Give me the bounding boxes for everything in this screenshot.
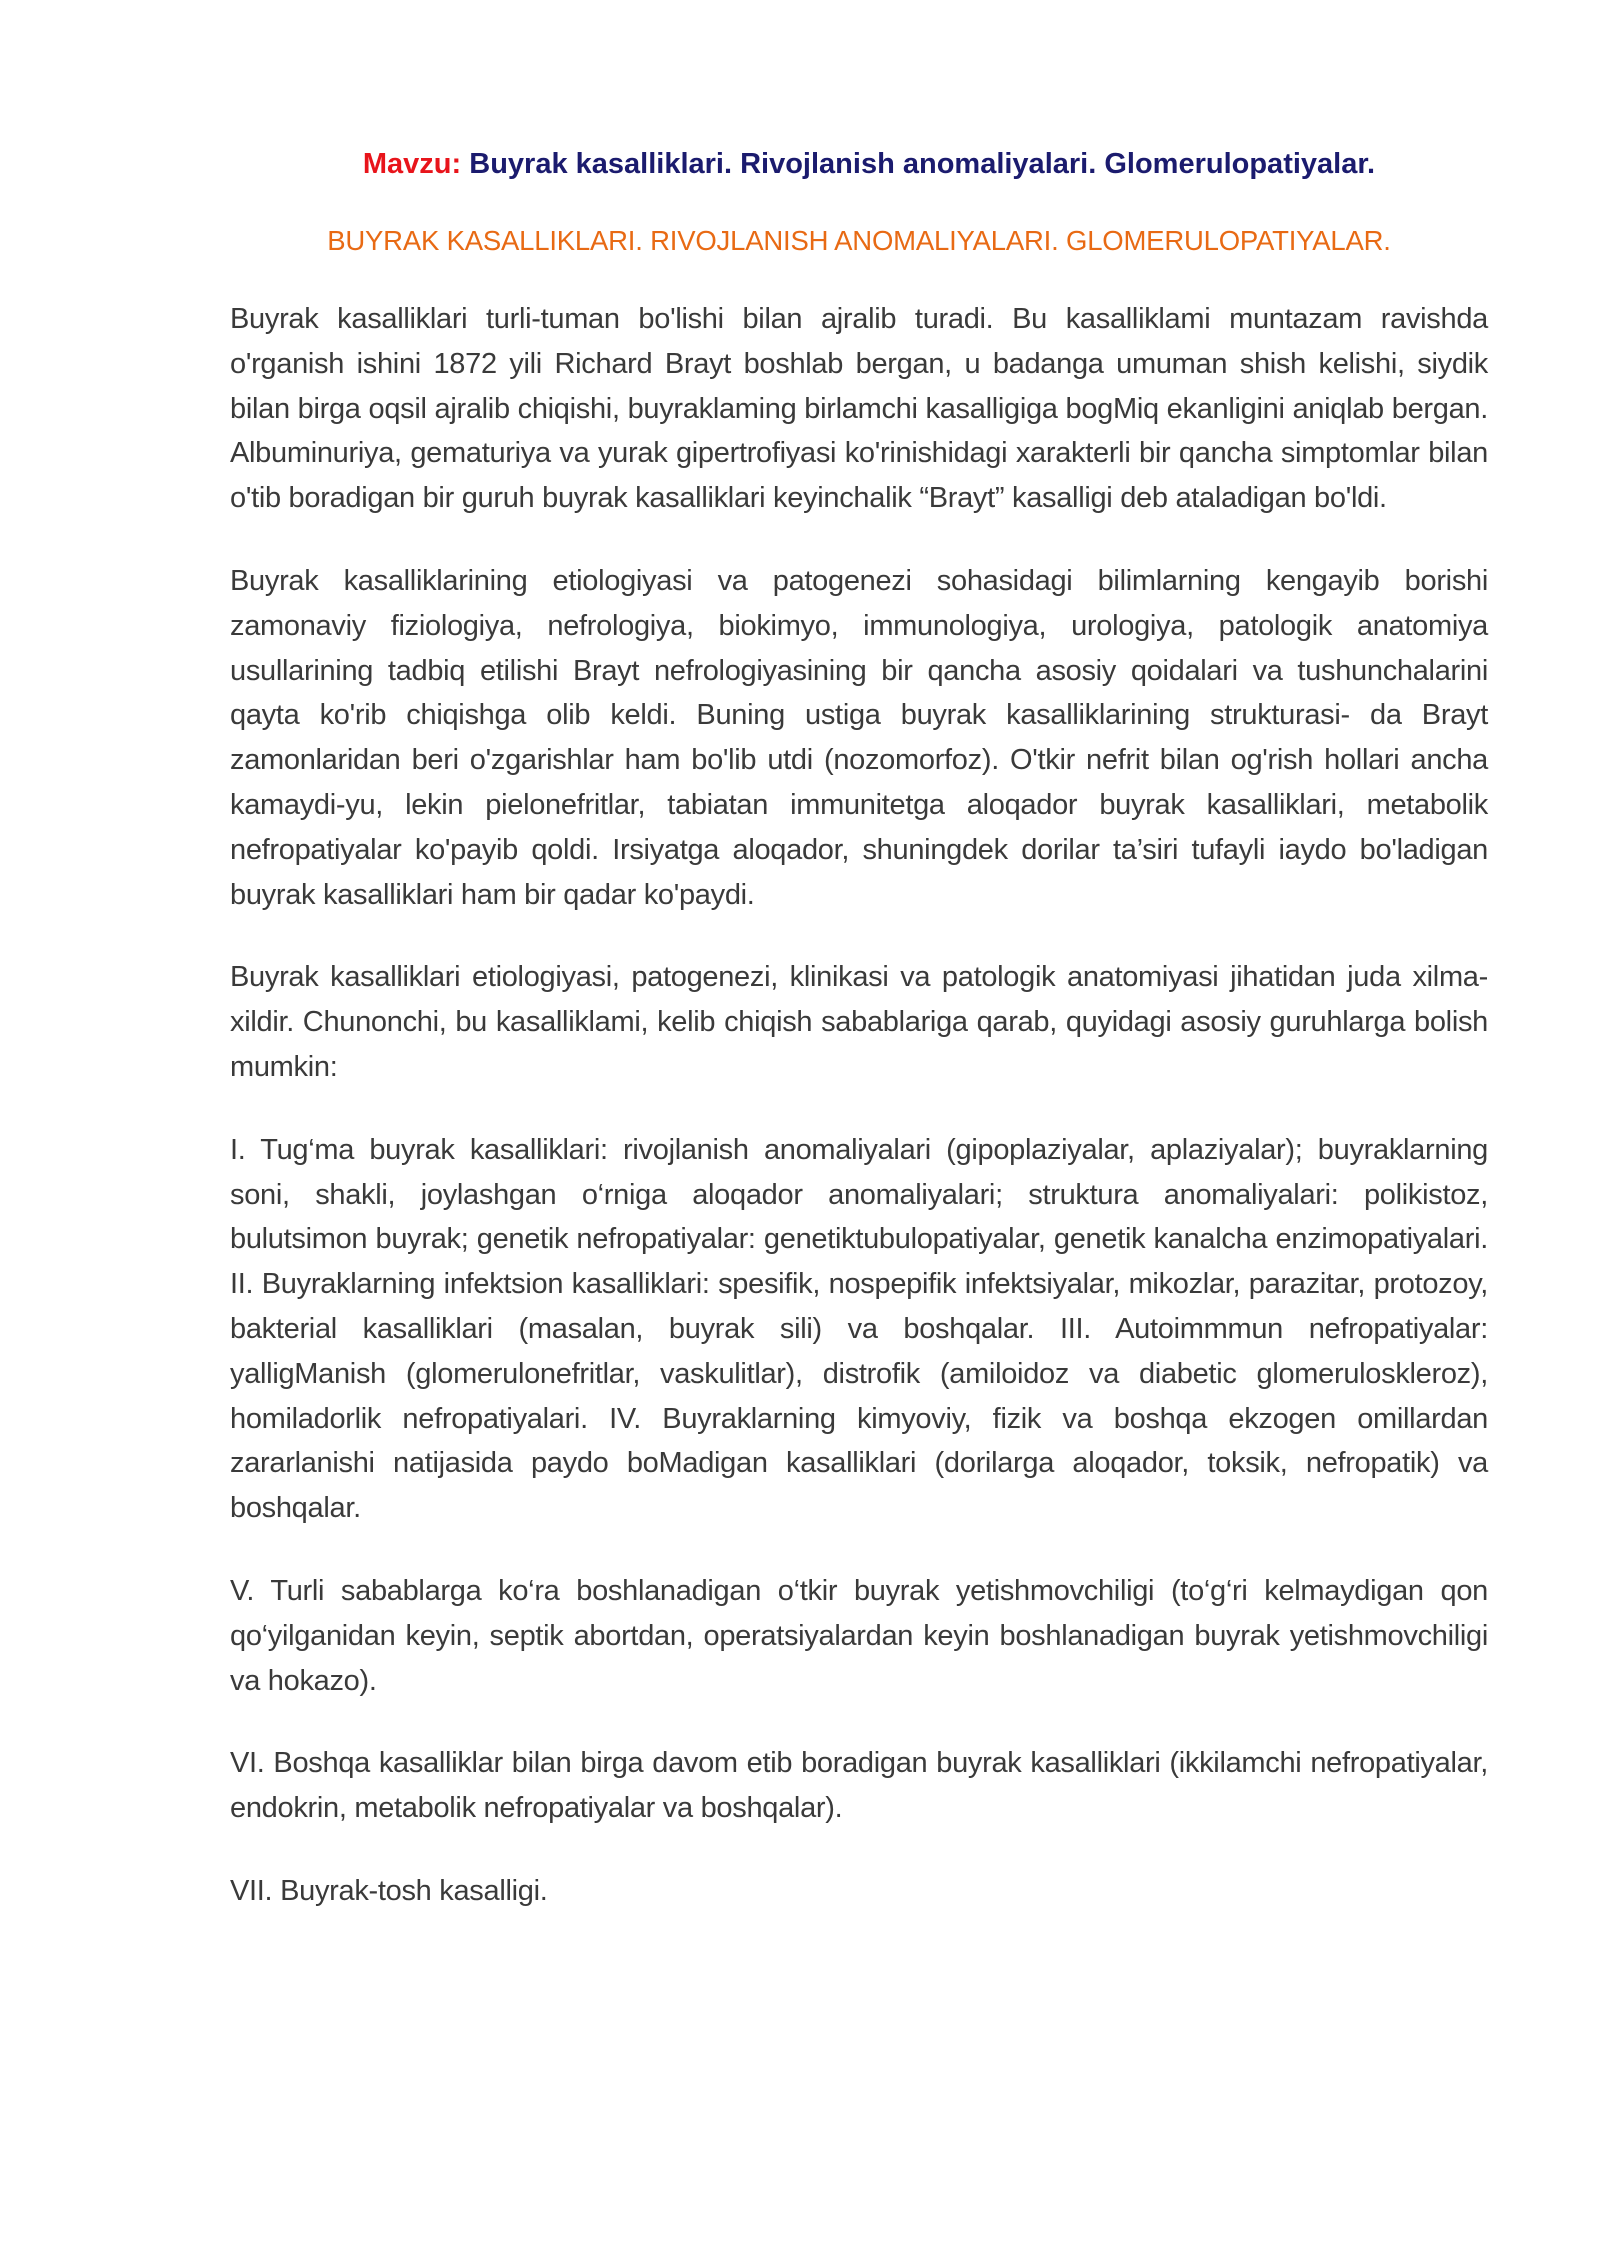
- section-heading: BUYRAK KASALLIKLARI. RIVOJLANISH ANOMALIYALARI. GLOMERULOPATIYALAR.: [327, 225, 1391, 256]
- document-title: [230, 148, 1488, 181]
- paragraph-classification: Buyrak kasalliklari etiologiyasi, patogenezi, klinikasi va patologik anatomiyasi jihatidan juda xilma-xildir. Chunonchi, bu kasalliklami, kelib chiqish sabablariga qarab, quyidagi asosiy guruhlarga bolish mumkin:: [230, 961, 1488, 1083]
- paragraph-groups-1-4: I. Tug‘ma buyrak kasalliklari: rivojlanish anomaliyalari (gipoplaziyalar, aplaziyalar); buyraklarning soni, shakli, joylashgan o‘rniga aloqador anomaliyalari; struktura anomaliyalari: polikistoz, bulutsimon buyrak; genetik nefropatiyalar: genetiktubulopatiyalar, genetik kanalcha enzimopatiyalari. II. Buyraklarning infektsion kasalliklari: spesifik, nospepifik infektsiyalar, mikozlar, parazitar, protozoy, bakterial kasalliklari (masalan, buyrak sili) va boshqalar. III. Autoimmmun nefropatiyalar: yalligManish (glomerulonefritlar, vaskulitlar), distrofik (amiloidoz va diabetic glomeruloskleroz), homiladorlik nefropatiyalari. IV. Buyraklarning kimyoviy, fizik va boshqa ekzogen omillardan zararlanishi natijasida paydo boMadigan kasalliklari (dorilarga aloqador, toksik, nefropatik) va boshqalar.: [230, 1133, 1488, 1525]
- paragraph-group-7: VII. Buyrak-tosh kasalligi.: [230, 1874, 548, 1907]
- document-content: [230, 148, 1488, 1952]
- title-text: Buyrak kasalliklari. Rivojlanish anomaliyalari. Glomerulopatiyalar.: [469, 148, 1376, 180]
- title-label: Mavzu:: [362, 148, 462, 180]
- paragraph-etiology: Buyrak kasalliklarining etiologiyasi va patogenezi sohasidagi bilimlarning kengayib borishi zamonaviy fiziologiya, nefrologiya, biokimyo, immunologiya, urologiya, patologik anatomiya usullarining tadbiq etilishi Brayt nefrologiyasining bir qancha asosiy qoidalari va tushunchalarini qayta ko'rib chiqishga olib keldi. Buning ustiga buyrak kasalliklarining strukturasi- da Brayt zamonlaridan beri o'zgarishlar ham bo'lib utdi (nozomorfoz). O'tkir nefrit bilan og'rish hollari ancha kamaydi-yu, lekin pielonefritlar, tabiatan immunitetga aloqador buyrak kasalliklari, metabolik nefropatiyalar ko'payib qoldi. Irsiyatga aloqador, shuningdek dorilar ta’siri tufayli iaydo bo'ladigan buyrak kasalliklari ham bir qadar ko'paydi.: [230, 564, 1488, 911]
- paragraph-intro: Buyrak kasalliklari turli-tuman bo'lishi bilan ajralib turadi. Bu kasalliklami muntazam ravishda o'rganish ishini 1872 yili Richard Brayt boshlab bergan, u badanga umuman shish kelishi, siydik bilan birga oqsil ajralib chiqishi, buyraklaming birlamchi kasalligiga bogMiq ekanligini aniqlab bergan. Albuminuriya, gematuriya va yurak gipertrofiyasi ko'rinishidagi xarakterli bir qancha simptomlar bilan o'tib boradigan bir guruh buyrak kasalliklari keyinchalik “Brayt” kasalligi deb ataladigan bo'ldi.: [230, 303, 1488, 515]
- paragraph-group-6: VI. Boshqa kasalliklar bilan birga davom etib boradigan buyrak kasalliklari (ikkilamchi nefropatiyalar, endokrin, metabolik nefropatiyalar va boshqalar).: [230, 1747, 1488, 1825]
- paragraph-group-5: V. Turli sabablarga ko‘ra boshlanadigan o‘tkir buyrak yetishmovchiligi (to‘g‘ri kelmaydigan qon qo‘yilganidan keyin, septik abortdan, operatsiyalardan keyin boshlanadigan buyrak yetishmovchiligi va hokazo).: [230, 1574, 1488, 1697]
